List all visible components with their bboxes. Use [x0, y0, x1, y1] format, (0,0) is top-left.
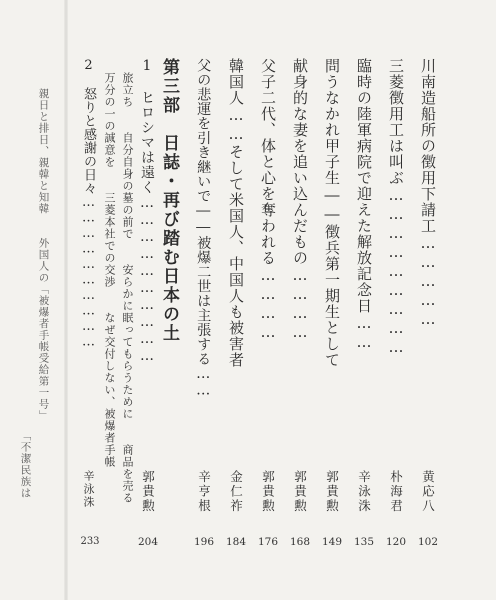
- part-three-heading: 第三部 日誌・再び踏む日本の土: [159, 58, 179, 343]
- entry-title-2: 三菱徴用工は叫ぶ………………………: [387, 58, 405, 357]
- section-2-author: 辛泳洙: [82, 470, 95, 509]
- entry-author-8: 辛亨根: [196, 470, 212, 514]
- left-page-line-2: 「不潔民族は: [19, 430, 32, 499]
- entry-page-7: 184: [225, 536, 247, 548]
- section-1-subtopics-line-2: 万分の一の誠意を 三菱本社での交渉 なぜ交付しない、被爆者手帳: [103, 72, 116, 468]
- entry-page-8: 196: [193, 536, 215, 548]
- entry-author-6: 郭貴勲: [260, 470, 276, 514]
- section-2-page: 233: [80, 536, 100, 547]
- entry-author-3: 辛泳洙: [356, 470, 372, 514]
- entry-author-5: 郭貴勲: [292, 470, 308, 514]
- entry-page-3: 135: [353, 536, 375, 548]
- entry-author-1: 黄応八: [420, 470, 436, 514]
- section-1-subtopics-line-1: 旅立ち 自分自身の墓の前で 安らかに眠ってもらうために 商品を売る: [121, 72, 134, 504]
- entry-title-4: 問うなかれ甲子生――徴兵第一期生として: [323, 58, 341, 368]
- entry-author-7: 金仁祚: [228, 470, 244, 514]
- left-page-line-1: 親日と排日、親韓と知韓 外国人の「被爆者手帳受給第一号」: [37, 88, 50, 422]
- entry-title-1: 川南造船所の徴用下請工……………: [419, 58, 437, 329]
- section-1-page: 204: [137, 536, 159, 548]
- entry-page-1: 102: [417, 536, 439, 548]
- entry-author-4: 郭貴勲: [324, 470, 340, 514]
- entry-title-6: 父子二代、体と心を奪われる…………: [259, 58, 277, 342]
- section-1-heading: 1 ヒロシマは遠く…………………………: [139, 58, 155, 365]
- entry-title-7: 韓国人……そして米国人、中国人も被害者: [227, 58, 245, 368]
- entry-page-2: 120: [385, 536, 407, 548]
- entry-page-4: 149: [321, 536, 343, 548]
- page-fold-shadow: [64, 0, 68, 600]
- entry-title-3: 臨時の陸軍病院で迎えた解放記念日……: [355, 58, 373, 352]
- entry-author-2: 朴海君: [388, 470, 404, 514]
- entry-page-5: 168: [289, 536, 311, 548]
- section-2-heading: 2 怒りと感謝の日々…………………………: [81, 58, 96, 350]
- entry-title-8: 父の悲運を引き継いで――被爆二世は主張する……: [195, 58, 212, 399]
- section-1-author: 郭貴勲: [140, 470, 156, 514]
- entry-page-6: 176: [257, 536, 279, 548]
- entry-title-5: 献身的な妻を追い込んだもの…………: [291, 58, 309, 342]
